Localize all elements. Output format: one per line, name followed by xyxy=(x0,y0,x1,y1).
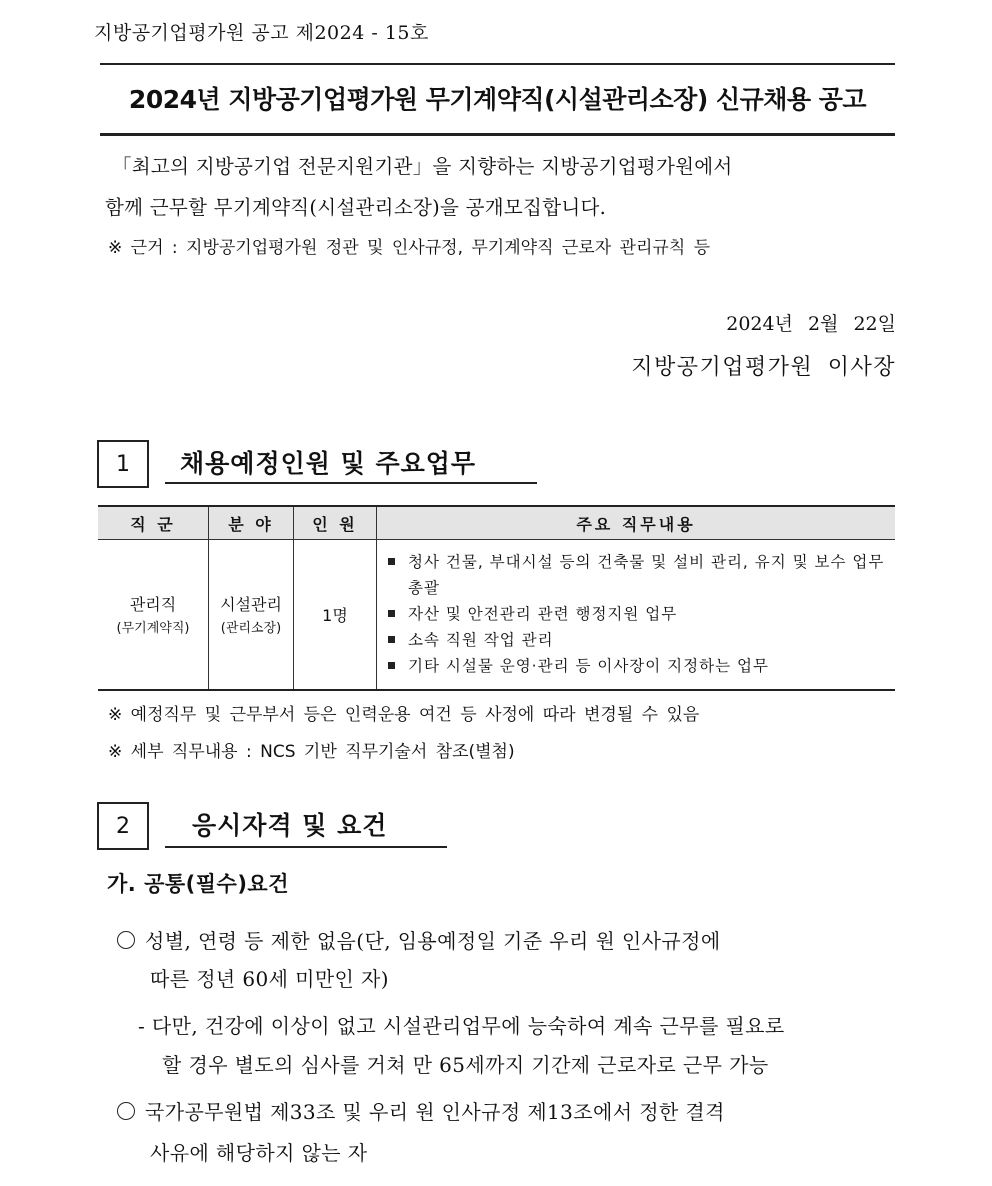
section-2-underline xyxy=(165,846,447,848)
requirement-2-text: 국가공무원법 제33조 및 우리 원 인사규정 제13조에서 정한 결격 xyxy=(145,1100,725,1124)
requirement-1-exception: - 다만, 건강에 이상이 없고 시설관리업무에 능숙하여 계속 근무를 필요로 xyxy=(138,1014,785,1038)
section-2-number: 2 xyxy=(97,802,149,850)
common-requirements-heading: 가. 공통(필수)요건 xyxy=(107,872,289,896)
duty-list xyxy=(378,543,894,685)
document-title: 2024년 지방공기업평가원 무기계약직(시설관리소장) 신규채용 공고 xyxy=(128,85,867,114)
intro-line-1: 「최고의 지방공기업 전문지원기관」을 지향하는 지방공기업평가원에서 xyxy=(112,155,733,178)
group-sublabel: (무기계약직) xyxy=(116,621,190,637)
header-field: 분 야 xyxy=(209,506,294,540)
cell-headcount xyxy=(294,540,377,690)
cell-duties xyxy=(377,540,896,690)
field-sublabel: (관리소장) xyxy=(220,621,282,637)
duty-item: 자산 및 안전관리 관련 행정지원 업무 xyxy=(386,601,890,627)
requirement-1-cont: 따른 정년 60세 미만인 자) xyxy=(150,967,389,991)
requirement-1 xyxy=(117,925,721,954)
announcement-date: 2024년 2월 22일 xyxy=(726,313,896,335)
header-duties: 주요 직무내용 xyxy=(377,506,896,540)
requirement-2-cont: 사유에 해당하지 않는 자 xyxy=(150,1141,368,1165)
headcount-value: 1명 xyxy=(322,605,348,625)
circle-bullet-icon xyxy=(117,931,135,949)
circle-bullet-icon xyxy=(117,1102,135,1120)
section-1-underline xyxy=(165,482,537,484)
duty-item: 청사 건물, 부대시설 등의 건축물 및 설비 관리, 유지 및 보수 업무 총괄 xyxy=(386,549,890,601)
requirement-1-exception-cont: 할 경우 별도의 심사를 거쳐 만 65세까지 기간제 근로자로 근무 가능 xyxy=(162,1053,769,1077)
field-label: 시설관리 xyxy=(220,595,282,615)
section-1-number: 1 xyxy=(97,440,149,488)
note-duty-change: ※ 예정직무 및 근무부서 등은 인력운용 여건 등 사정에 따라 변경될 수 있음 xyxy=(108,705,700,725)
duty-item: 기타 시설물 운영·관리 등 이사장이 지정하는 업무 xyxy=(386,653,890,679)
section-1-title: 채용예정인원 및 주요업무 xyxy=(180,449,477,478)
table-row xyxy=(98,540,895,690)
cell-field xyxy=(209,540,294,690)
group-label: 관리직 xyxy=(129,595,177,615)
issuer: 지방공기업평가원 이사장 xyxy=(631,355,896,380)
header-headcount: 인 원 xyxy=(294,506,377,540)
requirement-2 xyxy=(117,1096,725,1125)
notice-number: 지방공기업평가원 공고 제2024 - 15호 xyxy=(94,22,429,44)
section-2-title: 응시자격 및 요건 xyxy=(192,811,388,840)
cell-group xyxy=(98,540,209,690)
title-top-rule xyxy=(100,63,895,65)
duty-item: 소속 직원 작업 관리 xyxy=(386,627,890,653)
requirement-1-text: 성별, 연령 등 제한 없음(단, 임용예정일 기준 우리 원 인사규정에 xyxy=(145,929,721,953)
intro-line-2: 함께 근무할 무기계약직(시설관리소장)을 공개모집합니다. xyxy=(105,196,607,219)
recruitment-table xyxy=(98,505,895,691)
header-group: 직 군 xyxy=(98,506,209,540)
note-job-description: ※ 세부 직무내용 : NCS 기반 직무기술서 참조(별첨) xyxy=(108,742,515,762)
title-bottom-rule xyxy=(100,133,895,136)
legal-basis: ※ 근거 : 지방공기업평가원 정관 및 인사규정, 무기계약직 근로자 관리규칙 등 xyxy=(108,238,711,258)
